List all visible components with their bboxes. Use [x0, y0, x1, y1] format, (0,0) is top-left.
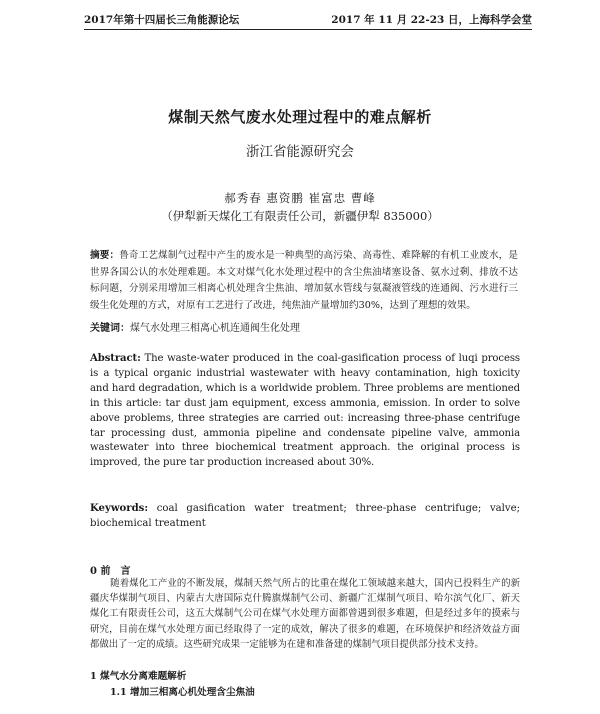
keywords-cn-label: 关键词：: [90, 323, 130, 334]
intro-paragraph: [90, 576, 520, 652]
header-date-venue: 2017 年 11 月 22-23 日，上海科学会堂: [331, 14, 532, 26]
keywords-cn: [90, 322, 518, 336]
keywords-en-text: coal gasification water treatment; three-phase centrifuge; valve; biochemical treatment: [90, 503, 520, 529]
paper-title: 煤制天然气废水处理过程中的难点解析: [168, 108, 432, 126]
subsection-heading-1-1: 1.1 增加三相离心机处理含尘焦油: [110, 687, 255, 698]
keywords-en: [90, 502, 520, 531]
abstract-cn: [90, 248, 518, 314]
intro-paragraph-text: 随着煤化工产业的不断发展，煤制天然气所占的比重在煤化工领域越来越大，国内已投料生产的新疆庆华煤制气项目、内蒙古大唐国际克什腾旗煤制气公司、新疆广汇煤制气项目、哈尔滨气化厂、新天煤化工有限责任公司，这五大煤制气公司在煤气水处理方面都曾遇到很多难题，但是经过多年的摸索与研究，目前在煤气水处理方面已经取得了一定的成效，解决了很多的难题，在环境保护和经济效益方面都做出了一定的成绩。这些研究成果一定能够为在建和准备建的煤制气项目提供部分技术支持。: [90, 578, 520, 650]
abstract-en-text: The waste-water produced in the coal-gasification process of luqi process is a typical organic industrial wastewater with heavy contamination, high toxicity and hard degradation, which is a worldwide problem. Three problems are mentioned in this article: tar dust jam equipment, excess ammonia, emission. In order to solve above problems, three strategies are carried out: increasing three-phase centrifuge tar processing dust, ammonia pipeline and condensate pipeline valve, ammonia wastewater into three biochemical treatment approach. the original process is improved, the pure tar production increased about 30%.: [90, 353, 520, 469]
abstract-cn-text: 鲁奇工艺煤制气过程中产生的废水是一种典型的高污染、高毒性、难降解的有机工业废水，是世界各国公认的水处理难题。本文对煤气化水处理过程中的含尘焦油堵塞设备、氨水过剩、排放不达标问题，分别采用增加三相离心机处理含尘焦油、增加氨水管线与氨凝液管线的连通阀、污水进行三级生化处理的方式，对原有工艺进行了改进，纯焦油产量增加约30%，达到了理想的效果。: [90, 250, 519, 311]
authors: 郝秀春 惠资鹏 崔富忠 曹峰: [224, 191, 376, 205]
affiliation: （伊犁新天煤化工有限责任公司，新疆伊犁 835000）: [161, 209, 439, 223]
abstract-cn-label: 摘要：: [90, 250, 120, 261]
section-heading-1: 1 煤气水分离难题解析: [90, 671, 187, 682]
organization: 浙江省能源研究会: [246, 144, 354, 160]
keywords-en-label: Keywords:: [90, 503, 149, 514]
keywords-cn-text: 煤气水处理三相离心机连通阀生化处理: [130, 323, 300, 334]
section-heading-0: 0 前 言: [90, 566, 131, 577]
header-conference: 2017年第十四届长三角能源论坛: [84, 14, 240, 26]
abstract-en: [90, 352, 520, 471]
abstract-en-label: Abstract:: [90, 353, 141, 364]
running-header: [84, 9, 532, 30]
